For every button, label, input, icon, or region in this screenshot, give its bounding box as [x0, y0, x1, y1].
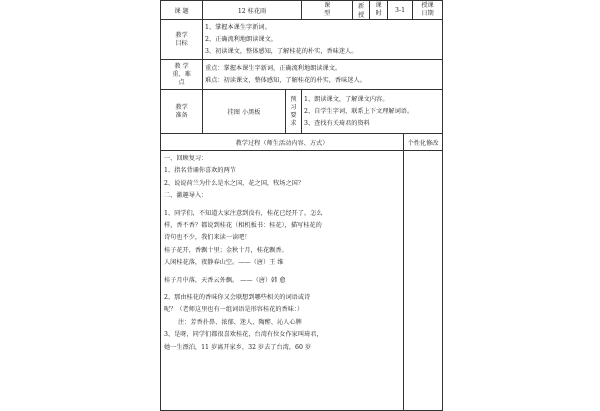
process-line: 1、指名背诵你喜欢的两节: [164, 167, 236, 175]
goal-item: 1、掌握本课生字新词。: [205, 23, 271, 31]
keypoints-content: [203, 60, 443, 90]
poem-line: 桂子花开，香飘十里；金秋十月，桂花飘香。: [164, 246, 288, 254]
date-label: 授课 日期: [413, 1, 443, 20]
keypoints-label: 教 学 重、难 点: [161, 60, 203, 90]
process-line: 样，香不香？都说到桂花（相机板书：桂花），描写桂花的: [164, 222, 322, 230]
lesson-title: 12 桂花雨: [203, 1, 302, 20]
process-content: [161, 151, 404, 411]
keypoints-row: [161, 60, 443, 90]
preview-item: 1、朗读课文，了解课文内容。: [304, 95, 389, 103]
poem-line: 桂子月中落，天香云外飘。 ——（唐）韩 愈: [164, 276, 286, 284]
goals-row: [161, 20, 443, 60]
process-line: 一、回顾复习：: [164, 155, 208, 162]
period-label: 课 时: [370, 1, 388, 20]
process-header: 教学过程（师生活动内容、方式）: [161, 134, 404, 151]
preview-label: 预习 要求: [286, 90, 302, 134]
process-note: 注：芳香扑鼻、浓郁、迷人、陶醉、沁人心脾: [178, 318, 302, 326]
process-line: 2、那由桂花的香味你又会联想到哪些相关的词语或诗: [164, 294, 311, 302]
process-line: 2、说说荷兰为什么是水之国，花之国，牧场之国？: [164, 179, 305, 187]
process-line: 二、激趣导入：: [164, 192, 208, 200]
keypoint-item: 重点：掌握本课生字新词，正确流利地朗读课文。: [205, 64, 342, 72]
keypoint-item: 难点：初读课文，整体感知，了解桂花的朴实，香味迷人。: [205, 76, 366, 84]
prep-tools: 挂图 小黑板: [203, 90, 286, 134]
personal-notes-cell: [404, 151, 443, 411]
process-line: 她一生漂泊，11 岁离开家乡，32 岁去了台湾，60 岁: [164, 343, 312, 351]
goal-item: 2、正确流利地朗读课文。: [205, 35, 277, 43]
prep-label: 教学 准备: [161, 90, 203, 134]
personal-notes-header: 个性化修改: [404, 134, 443, 151]
prep-row: [161, 90, 443, 134]
process-body-row: [161, 151, 443, 411]
lesson-plan-table: [160, 0, 443, 411]
title-label: 课 题: [161, 1, 203, 20]
process-line: 诗句也不少，我们来读一读吧！: [164, 234, 251, 242]
process-line: 1、同学们，不知道大家注意到没有，桂花已经开了。怎么: [164, 209, 323, 217]
goals-label: 教学 目标: [161, 20, 203, 60]
type-label: 课 型: [302, 1, 353, 20]
process-line: 3、是呀，同学们都很喜欢桂花，台湾有位女作家叫琦君，: [164, 331, 323, 339]
header-row: [161, 1, 443, 20]
preview-item: 2、自学生字词，联系上下文理解词语。: [304, 107, 414, 115]
type-value: 新授: [353, 1, 370, 20]
poem-line: 人闲桂花落，夜静春山空。——（唐）王 维: [164, 259, 284, 267]
period-value: 3-1: [388, 1, 413, 20]
process-line: 呢？（老师这里也有一组词语是形容桂花的香味：）: [164, 306, 304, 314]
goals-content: [203, 20, 443, 60]
preview-item: 3、查找有关琦君的资料: [304, 119, 370, 127]
goal-item: 3、初读课文，整体感知，了解桂花的朴实，香味迷人。: [205, 47, 358, 55]
preview-content: [302, 90, 443, 134]
process-header-row: [161, 134, 443, 151]
